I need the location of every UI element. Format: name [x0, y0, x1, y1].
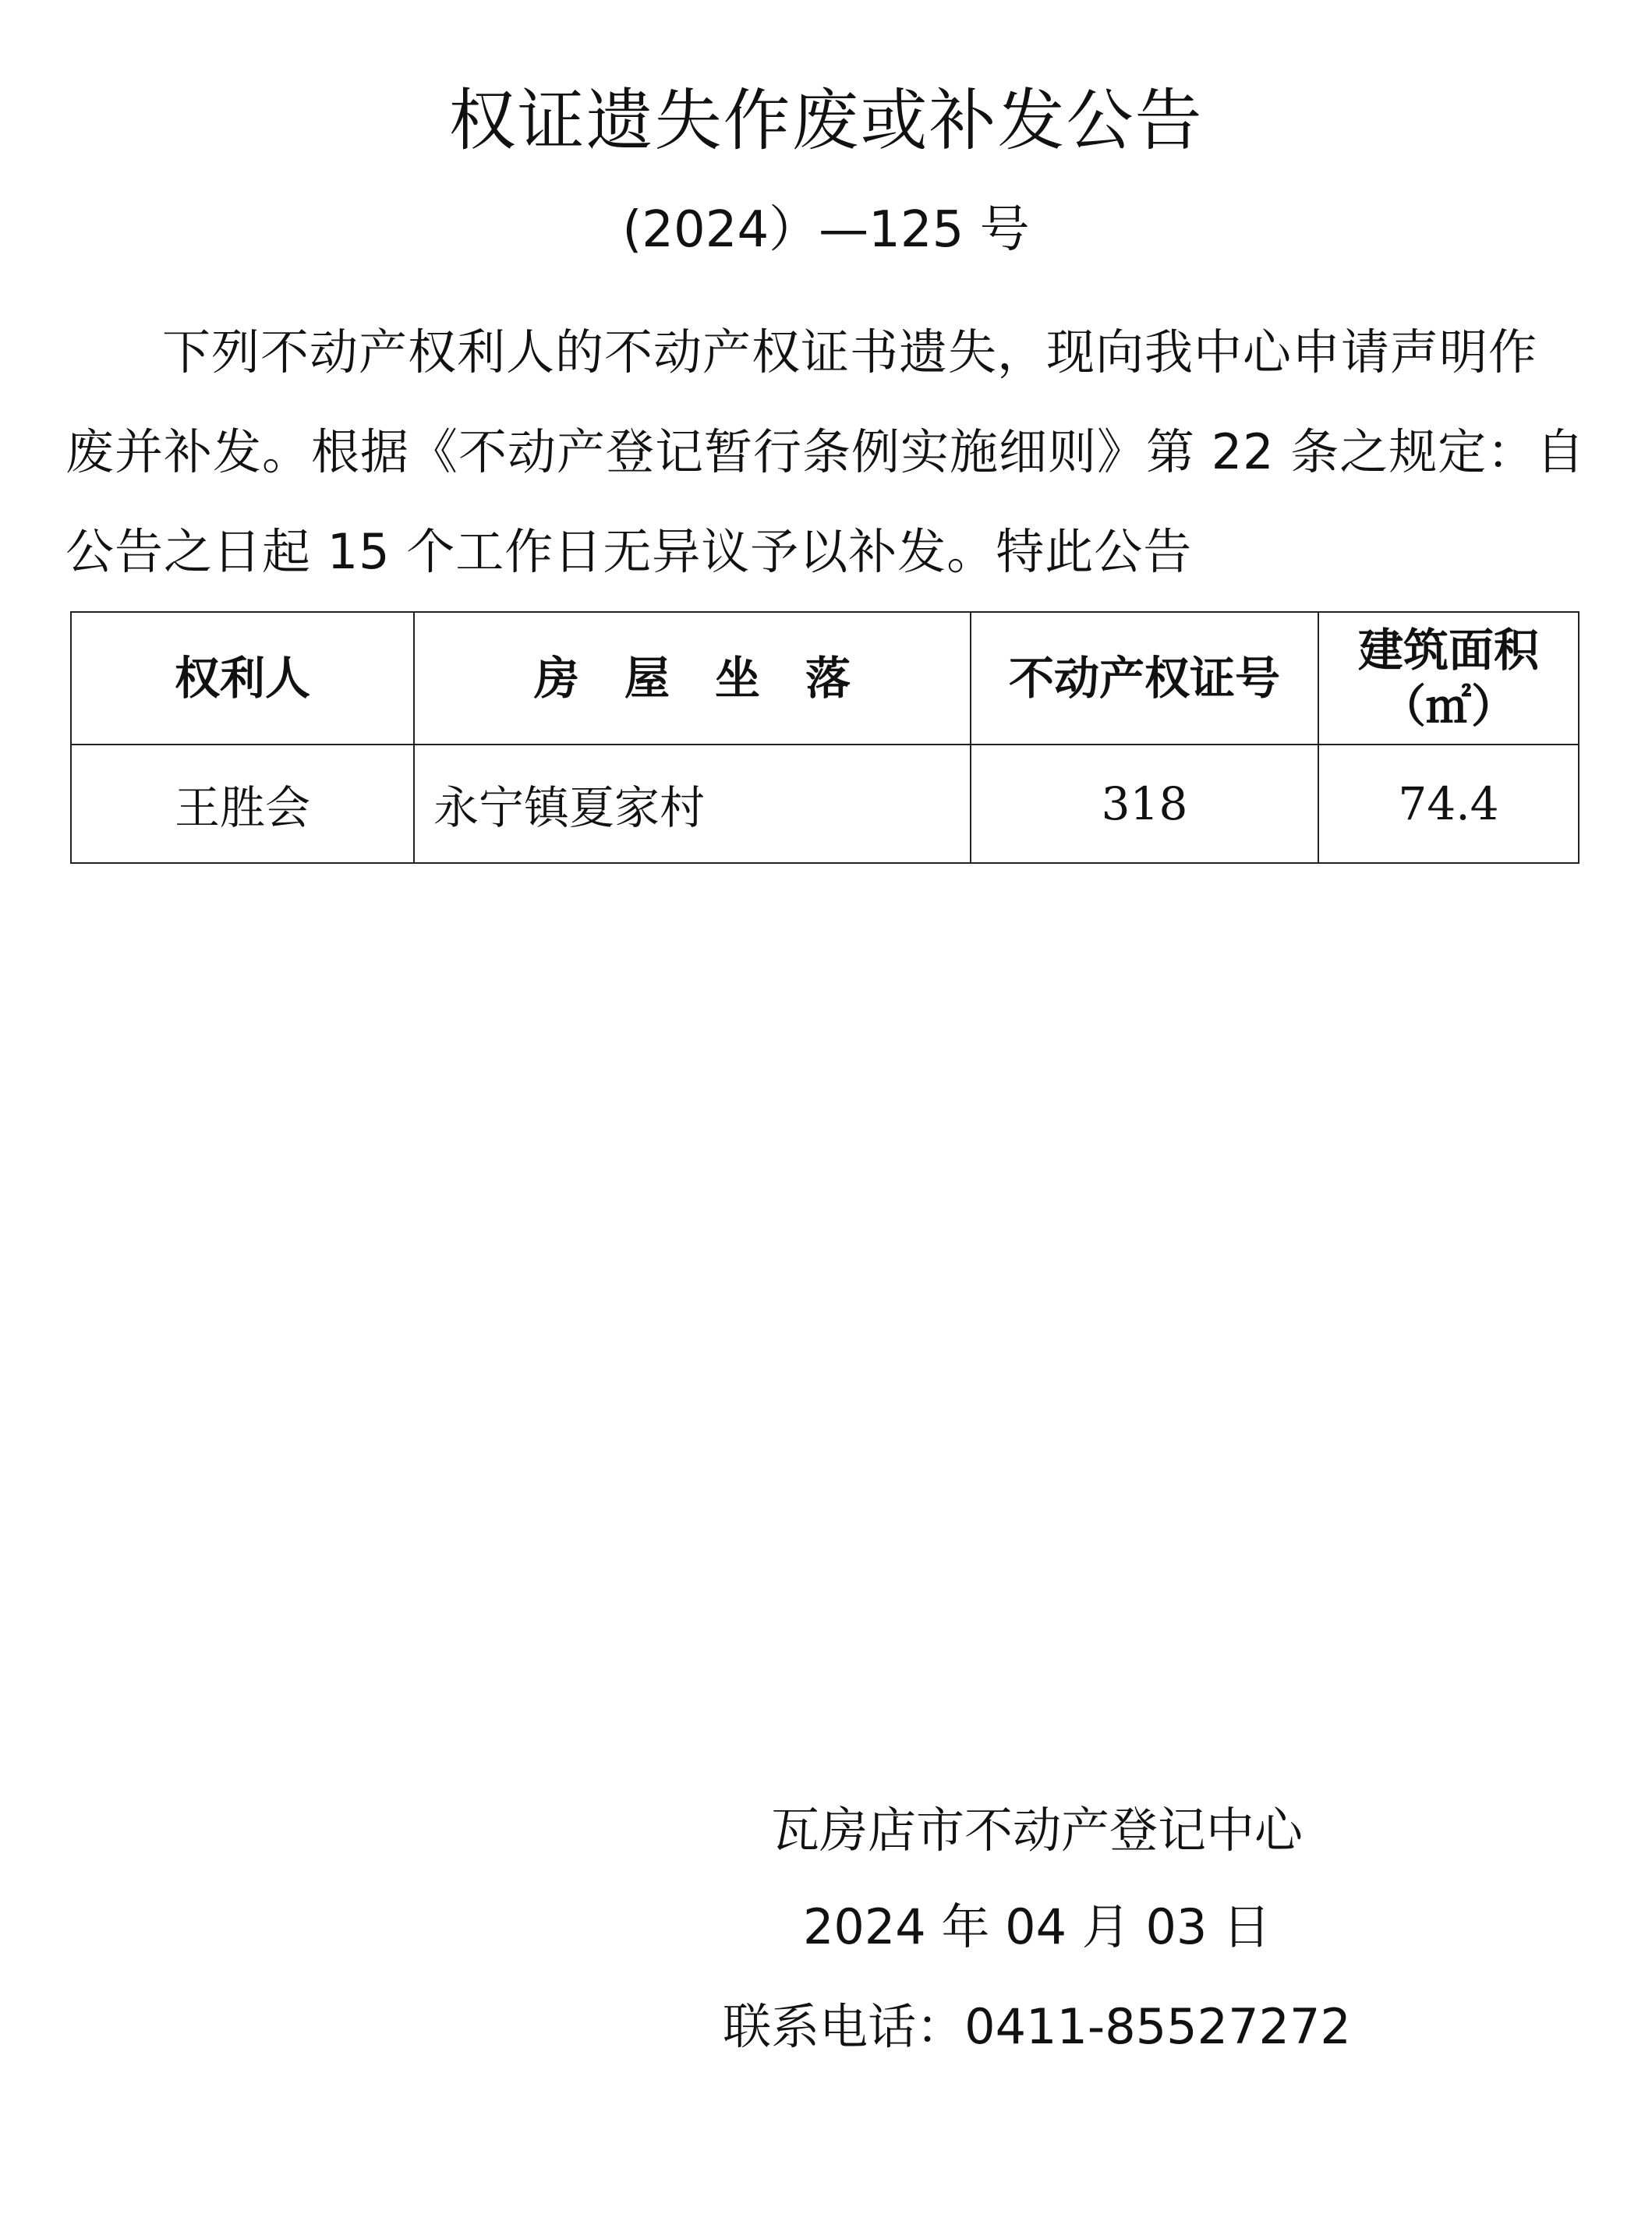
cell-location: 永宁镇夏家村: [414, 745, 971, 863]
issuer-org: 瓦房店市不动产登记中心: [770, 1802, 1303, 1859]
table-row: [71, 745, 1579, 863]
header-location: 房 屋 坐 落: [414, 612, 971, 745]
header-owner: 权利人: [71, 612, 414, 745]
cell-area: 74.4: [1318, 745, 1579, 863]
header-cert-no: 不动产权证号: [971, 612, 1318, 745]
certificate-table-container: [70, 611, 1578, 864]
notice-body: 下列不动产权利人的不动产权证书遗失，现向我中心申请声明作废并补发。根据《不动产登记暂行条例实施细则》第 22 条之规定：自公告之日起 15 个工作日无异议予以补发。特此公告: [65, 324, 1586, 580]
issue-date: 2024 年 04 月 03 日: [802, 1898, 1272, 1955]
contact-phone: 联系电话：0411-85527272: [723, 1998, 1351, 2055]
header-area: [1318, 612, 1579, 745]
cell-owner: 王胜会: [71, 745, 414, 863]
header-area-line2: （㎡）: [1380, 680, 1516, 733]
notice-title: 权证遗失作废或补发公告: [448, 82, 1204, 160]
cell-cert-no: 318: [971, 745, 1318, 863]
certificate-table: [70, 611, 1579, 864]
notice-number: (2024）—125 号: [622, 201, 1030, 259]
table-header-row: [71, 612, 1579, 745]
header-area-line1: 建筑面积: [1357, 624, 1539, 677]
